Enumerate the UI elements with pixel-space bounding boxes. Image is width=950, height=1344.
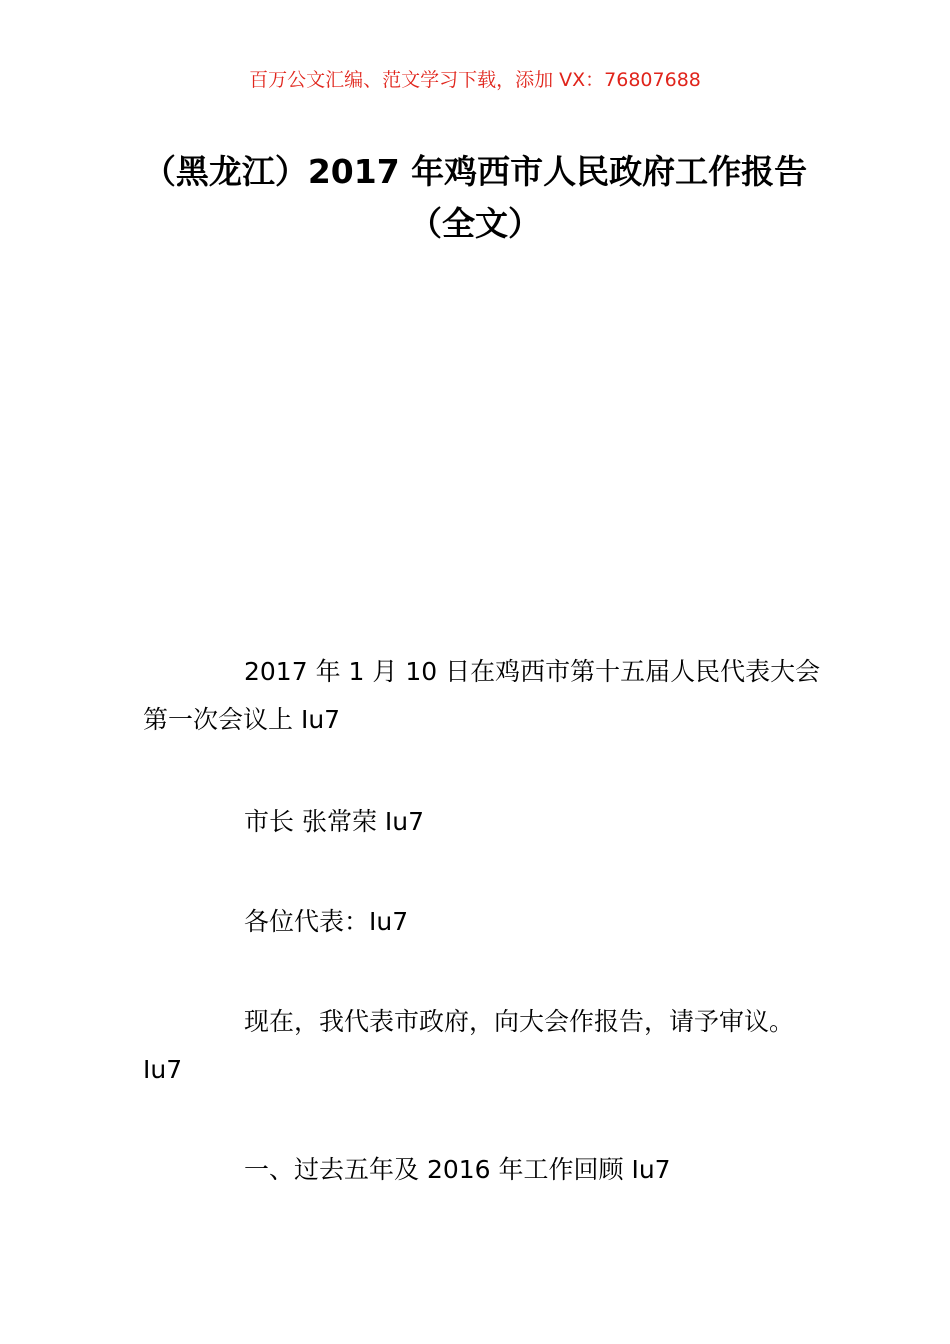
speaker-paragraph: 市长 张常荣 Iu7 bbox=[244, 807, 425, 836]
document-title: （黑龙江）2017 年鸡西市人民政府工作报告（全文） bbox=[142, 152, 808, 243]
intro-paragraph: 现在，我代表市政府，向大会作报告，请予审议。Iu7 bbox=[143, 1007, 795, 1084]
meeting-info-paragraph: 2017 年 1 月 10 日在鸡西市第十五届人民代表大会第一次会议上 Iu7 bbox=[143, 657, 821, 734]
section-heading: 一、过去五年及 2016 年工作回顾 Iu7 bbox=[244, 1155, 671, 1184]
salutation-paragraph: 各位代表：Iu7 bbox=[244, 907, 409, 936]
watermark-banner: 百万公文汇编、范文学习下载，添加 VX：76807688 bbox=[249, 69, 701, 91]
